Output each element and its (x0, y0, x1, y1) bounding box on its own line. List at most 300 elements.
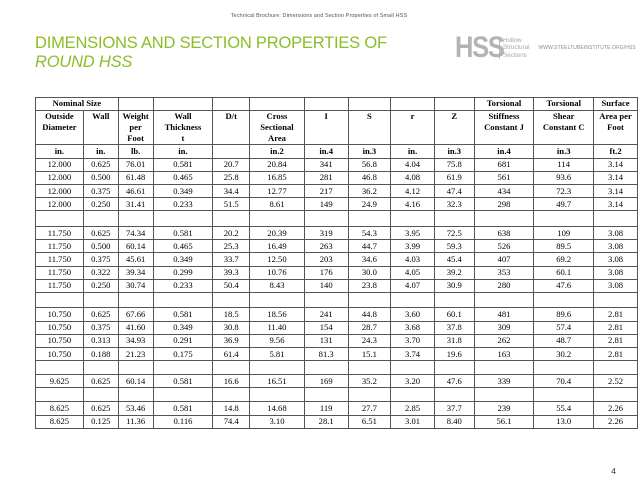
spacer-cell (153, 361, 213, 375)
table-row (36, 321, 638, 334)
header-nominal-size: Nominal Size (36, 98, 119, 111)
table-cell: 37.7 (434, 402, 474, 415)
table-cell: 60.1 (434, 308, 474, 321)
table-cell: 51.5 (213, 198, 250, 211)
table-cell: 23.8 (348, 279, 391, 292)
unit-cell: in. (391, 145, 435, 159)
table-cell: 4.08 (391, 171, 435, 184)
table-cell: 24.9 (348, 198, 391, 211)
table-cell: 561 (474, 171, 534, 184)
table-cell: 0.175 (153, 347, 213, 360)
page-number: 4 (611, 466, 616, 476)
table-cell: 33.7 (213, 253, 250, 266)
table-cell: 55.4 (534, 402, 594, 415)
table-cell: 24.3 (348, 334, 391, 347)
table-cell: 49.7 (534, 198, 594, 211)
table-cell: 37.8 (434, 321, 474, 334)
column-header: Wall Thickness t (153, 111, 213, 145)
table-cell: 74.4 (213, 415, 250, 428)
spacer-cell (594, 292, 638, 308)
table-row (36, 158, 638, 171)
table-cell: 0.349 (153, 253, 213, 266)
spacer-cell (250, 388, 305, 402)
header-torsional-j: Torsional (474, 98, 534, 111)
table-cell: 3.95 (391, 226, 435, 239)
table-cell: 20.39 (250, 226, 305, 239)
table-cell: 3.60 (391, 308, 435, 321)
spacer-cell (391, 211, 435, 227)
spacer-cell (474, 388, 534, 402)
table-cell: 281 (304, 171, 348, 184)
unit-cell: in. (153, 145, 213, 159)
header-surface: Surface (594, 98, 638, 111)
column-header: Shear Constant C (534, 111, 594, 145)
table-cell: 69.2 (534, 253, 594, 266)
table-cell: 27.7 (348, 402, 391, 415)
table-cell: 34.93 (118, 334, 153, 347)
table-cell: 75.8 (434, 158, 474, 171)
spacer-cell (213, 292, 250, 308)
table-row (36, 171, 638, 184)
table-cell: 2.26 (594, 415, 638, 428)
table-cell: 56.8 (348, 158, 391, 171)
table-cell: 54.3 (348, 226, 391, 239)
title-line-1: DIMENSIONS AND SECTION PROPERTIES OF (35, 34, 387, 52)
title-line-2: ROUND HSS (35, 53, 133, 71)
table-row (36, 185, 638, 198)
table-cell: 4.05 (391, 266, 435, 279)
table-cell: 61.4 (213, 347, 250, 360)
table-cell: 339 (474, 375, 534, 388)
spacer-cell (83, 388, 118, 402)
table-cell: 176 (304, 266, 348, 279)
table-row (36, 415, 638, 428)
spacer-cell (474, 361, 534, 375)
table-cell: 18.5 (213, 308, 250, 321)
spacer-cell (434, 361, 474, 375)
table-cell: 434 (474, 185, 534, 198)
spacer-cell (83, 361, 118, 375)
spacer-cell (153, 292, 213, 308)
table-cell: 35.2 (348, 375, 391, 388)
header-cell (250, 98, 305, 111)
table-cell: 526 (474, 240, 534, 253)
table-cell: 74.34 (118, 226, 153, 239)
unit-cell: in.3 (348, 145, 391, 159)
table-cell: 119 (304, 402, 348, 415)
table-cell: 12.000 (36, 198, 84, 211)
spacer-cell (434, 388, 474, 402)
table-cell: 14.8 (213, 402, 250, 415)
table-cell: 681 (474, 158, 534, 171)
table-cell: 19.6 (434, 347, 474, 360)
table-cell: 11.40 (250, 321, 305, 334)
table-header-row (36, 111, 638, 145)
table-cell: 0.375 (83, 185, 118, 198)
unit-cell (213, 145, 250, 159)
table-cell: 20.2 (213, 226, 250, 239)
spacer-cell (474, 292, 534, 308)
table-cell: 12.000 (36, 171, 84, 184)
table-cell: 60.14 (118, 240, 153, 253)
spacer-cell (534, 211, 594, 227)
table-cell: 31.8 (434, 334, 474, 347)
table-cell: 9.625 (36, 375, 84, 388)
table-cell: 0.625 (83, 158, 118, 171)
spacer-cell (213, 388, 250, 402)
table-cell: 36.9 (213, 334, 250, 347)
table-cell: 31.41 (118, 198, 153, 211)
table-cell: 0.250 (83, 279, 118, 292)
table-cell: 8.625 (36, 402, 84, 415)
table-cell: 2.81 (594, 347, 638, 360)
table-cell: 3.14 (594, 171, 638, 184)
unit-cell: lb. (118, 145, 153, 159)
table-cell: 8.625 (36, 415, 84, 428)
table-cell: 0.299 (153, 266, 213, 279)
table-cell: 0.233 (153, 279, 213, 292)
table-cell: 45.4 (434, 253, 474, 266)
table-cell: 0.625 (83, 375, 118, 388)
table-cell: 0.375 (83, 321, 118, 334)
spacer-cell (304, 292, 348, 308)
table-cell: 44.8 (348, 308, 391, 321)
table-cell: 45.61 (118, 253, 153, 266)
table-cell: 14.68 (250, 402, 305, 415)
table-cell: 241 (304, 308, 348, 321)
logo-word: Sections (503, 51, 527, 59)
table-cell: 0.116 (153, 415, 213, 428)
table-cell: 0.625 (83, 402, 118, 415)
table-cell: 60.1 (534, 266, 594, 279)
table-cell: 109 (534, 226, 594, 239)
table-cell: 8.40 (434, 415, 474, 428)
table-cell: 46.8 (348, 171, 391, 184)
table-cell: 44.7 (348, 240, 391, 253)
header-cell (304, 98, 348, 111)
table-row (36, 308, 638, 321)
column-header: Cross Sectional Area (250, 111, 305, 145)
spacer-cell (434, 292, 474, 308)
table-cell: 16.51 (250, 375, 305, 388)
table-cell: 3.14 (594, 158, 638, 171)
spacer-cell (213, 211, 250, 227)
spacer-cell (118, 361, 153, 375)
table-cell: 2.52 (594, 375, 638, 388)
spacer-cell (534, 388, 594, 402)
table-cell: 0.581 (153, 308, 213, 321)
table-cell: 25.8 (213, 171, 250, 184)
table-cell: 93.6 (534, 171, 594, 184)
table-cell: 0.581 (153, 375, 213, 388)
table-cell: 2.81 (594, 321, 638, 334)
spacer-cell (434, 211, 474, 227)
table-cell: 81.3 (304, 347, 348, 360)
unit-cell: in.4 (474, 145, 534, 159)
spacer-cell (213, 361, 250, 375)
table-row (36, 226, 638, 239)
table-cell: 50.4 (213, 279, 250, 292)
table-cell: 0.581 (153, 158, 213, 171)
table-cell: 47.6 (434, 375, 474, 388)
table-row (36, 253, 638, 266)
table-cell: 3.70 (391, 334, 435, 347)
spacer-cell (36, 361, 84, 375)
table-cell: 61.48 (118, 171, 153, 184)
table-cell: 319 (304, 226, 348, 239)
table-cell: 32.3 (434, 198, 474, 211)
spacer-cell (83, 211, 118, 227)
table-cell: 3.68 (391, 321, 435, 334)
header-cell (213, 98, 250, 111)
units-row (36, 145, 638, 159)
table-cell: 169 (304, 375, 348, 388)
table-row (36, 347, 638, 360)
table-cell: 47.6 (534, 279, 594, 292)
table-cell: 4.16 (391, 198, 435, 211)
spacer-cell (348, 388, 391, 402)
table-cell: 407 (474, 253, 534, 266)
spacer-cell (36, 211, 84, 227)
unit-cell: in.3 (534, 145, 594, 159)
unit-cell: in.4 (304, 145, 348, 159)
table-cell: 3.74 (391, 347, 435, 360)
table-cell: 4.07 (391, 279, 435, 292)
table-cell: 0.500 (83, 171, 118, 184)
column-header: Weight per Foot (118, 111, 153, 145)
section-properties-table (35, 97, 638, 429)
table-cell: 20.84 (250, 158, 305, 171)
table-cell: 34.4 (213, 185, 250, 198)
table-cell: 6.51 (348, 415, 391, 428)
table-row (36, 198, 638, 211)
spacer-cell (391, 361, 435, 375)
spacer-cell (304, 361, 348, 375)
table-cell: 638 (474, 226, 534, 239)
table-cell: 298 (474, 198, 534, 211)
table-cell: 3.08 (594, 226, 638, 239)
spacer-cell (36, 388, 84, 402)
table-cell: 76.01 (118, 158, 153, 171)
spacer-cell (304, 211, 348, 227)
table-cell: 2.26 (594, 402, 638, 415)
header-torsional-c: Torsional (534, 98, 594, 111)
spacer-cell (83, 292, 118, 308)
table-cell: 30.8 (213, 321, 250, 334)
table-cell: 0.188 (83, 347, 118, 360)
table-cell: 60.14 (118, 375, 153, 388)
table-cell: 12.000 (36, 158, 84, 171)
unit-cell: ft.2 (594, 145, 638, 159)
spacer-cell (474, 211, 534, 227)
table-row (36, 334, 638, 347)
table-cell: 16.49 (250, 240, 305, 253)
logo-mark: HSS (455, 31, 504, 64)
table-cell: 0.465 (153, 240, 213, 253)
column-header: D/t (213, 111, 250, 145)
header-cell (348, 98, 391, 111)
table-cell: 263 (304, 240, 348, 253)
table-cell: 0.349 (153, 321, 213, 334)
header-caption: Technical Brochure: Dimensions and Section Properties of Small HSS (230, 13, 408, 19)
table-cell: 0.125 (83, 415, 118, 428)
table-cell: 11.36 (118, 415, 153, 428)
spacer-cell (153, 211, 213, 227)
spacer-cell (594, 211, 638, 227)
table-cell: 11.750 (36, 266, 84, 279)
column-header: I (304, 111, 348, 145)
table-cell: 41.60 (118, 321, 153, 334)
table-cell: 262 (474, 334, 534, 347)
hss-logo (455, 31, 636, 64)
spacer-cell (250, 361, 305, 375)
table-cell: 36.2 (348, 185, 391, 198)
spacer-cell (594, 388, 638, 402)
table-cell: 8.43 (250, 279, 305, 292)
table-cell: 15.1 (348, 347, 391, 360)
table-cell: 30.9 (434, 279, 474, 292)
page-title (35, 34, 387, 72)
table-cell: 140 (304, 279, 348, 292)
table-cell: 72.3 (534, 185, 594, 198)
column-header: Z (434, 111, 474, 145)
spacer-row (36, 388, 638, 402)
table-cell: 11.750 (36, 253, 84, 266)
table-cell: 203 (304, 253, 348, 266)
table-cell: 280 (474, 279, 534, 292)
table-row (36, 240, 638, 253)
table-cell: 154 (304, 321, 348, 334)
table-cell: 0.375 (83, 253, 118, 266)
table-cell: 30.74 (118, 279, 153, 292)
table-cell: 3.14 (594, 185, 638, 198)
table-header-row (36, 98, 638, 111)
column-header: r (391, 111, 435, 145)
table-cell: 10.750 (36, 347, 84, 360)
table-cell: 12.77 (250, 185, 305, 198)
table-cell: 11.750 (36, 279, 84, 292)
spacer-row (36, 361, 638, 375)
table-cell: 2.85 (391, 402, 435, 415)
table-cell: 481 (474, 308, 534, 321)
table-cell: 309 (474, 321, 534, 334)
unit-cell: in.3 (434, 145, 474, 159)
table-cell: 18.56 (250, 308, 305, 321)
logo-url: WWW.STEELTUBEINSTITUTE.ORG/HSS (538, 45, 636, 51)
header-cell (153, 98, 213, 111)
table-cell: 2.81 (594, 334, 638, 347)
column-header: Area per Foot (594, 111, 638, 145)
table-cell: 353 (474, 266, 534, 279)
table-cell: 3.08 (594, 240, 638, 253)
spacer-cell (534, 292, 594, 308)
table-cell: 2.81 (594, 308, 638, 321)
table-cell: 72.5 (434, 226, 474, 239)
table-cell: 4.12 (391, 185, 435, 198)
table-cell: 0.233 (153, 198, 213, 211)
column-header: Stiffness Constant J (474, 111, 534, 145)
spacer-cell (348, 361, 391, 375)
table-cell: 21.23 (118, 347, 153, 360)
spacer-cell (348, 211, 391, 227)
spacer-cell (594, 361, 638, 375)
table-cell: 12.000 (36, 185, 84, 198)
spacer-cell (118, 211, 153, 227)
table-row (36, 279, 638, 292)
table-cell: 11.750 (36, 240, 84, 253)
table-cell: 56.1 (474, 415, 534, 428)
table-cell: 70.4 (534, 375, 594, 388)
table-cell: 0.291 (153, 334, 213, 347)
spacer-cell (36, 292, 84, 308)
spacer-cell (118, 292, 153, 308)
table-cell: 217 (304, 185, 348, 198)
logo-word: Hollow (503, 36, 522, 44)
table-cell: 3.14 (594, 198, 638, 211)
table-cell: 4.03 (391, 253, 435, 266)
logo-words (499, 37, 529, 60)
table-cell: 163 (474, 347, 534, 360)
table-cell: 10.750 (36, 321, 84, 334)
table-cell: 16.6 (213, 375, 250, 388)
table-cell: 0.500 (83, 240, 118, 253)
table-cell: 4.04 (391, 158, 435, 171)
table-cell: 30.0 (348, 266, 391, 279)
table-row (36, 266, 638, 279)
spacer-cell (250, 292, 305, 308)
table-cell: 131 (304, 334, 348, 347)
table-cell: 0.625 (83, 308, 118, 321)
header-cell (118, 98, 153, 111)
table-cell: 0.581 (153, 402, 213, 415)
table-cell: 89.5 (534, 240, 594, 253)
table-cell: 10.76 (250, 266, 305, 279)
table-cell: 3.08 (594, 279, 638, 292)
spacer-cell (304, 388, 348, 402)
table-cell: 11.750 (36, 226, 84, 239)
table-cell: 3.08 (594, 253, 638, 266)
table-cell: 0.313 (83, 334, 118, 347)
table-cell: 3.10 (250, 415, 305, 428)
table-cell: 48.7 (534, 334, 594, 347)
table-cell: 114 (534, 158, 594, 171)
table-row (36, 375, 638, 388)
table-cell: 3.20 (391, 375, 435, 388)
spacer-row (36, 292, 638, 308)
spacer-row (36, 211, 638, 227)
spacer-cell (118, 388, 153, 402)
table-cell: 0.349 (153, 185, 213, 198)
table-cell: 10.750 (36, 308, 84, 321)
table-cell: 30.2 (534, 347, 594, 360)
table-cell: 39.3 (213, 266, 250, 279)
table-cell: 61.9 (434, 171, 474, 184)
spacer-cell (391, 388, 435, 402)
spacer-cell (153, 388, 213, 402)
table-cell: 0.581 (153, 226, 213, 239)
table-cell: 39.2 (434, 266, 474, 279)
table-cell: 5.81 (250, 347, 305, 360)
table-cell: 149 (304, 198, 348, 211)
table-cell: 3.08 (594, 266, 638, 279)
table-cell: 3.99 (391, 240, 435, 253)
table-cell: 0.465 (153, 171, 213, 184)
table-cell: 28.7 (348, 321, 391, 334)
table-cell: 46.61 (118, 185, 153, 198)
unit-cell: in. (83, 145, 118, 159)
header-cell (434, 98, 474, 111)
table-cell: 28.1 (304, 415, 348, 428)
